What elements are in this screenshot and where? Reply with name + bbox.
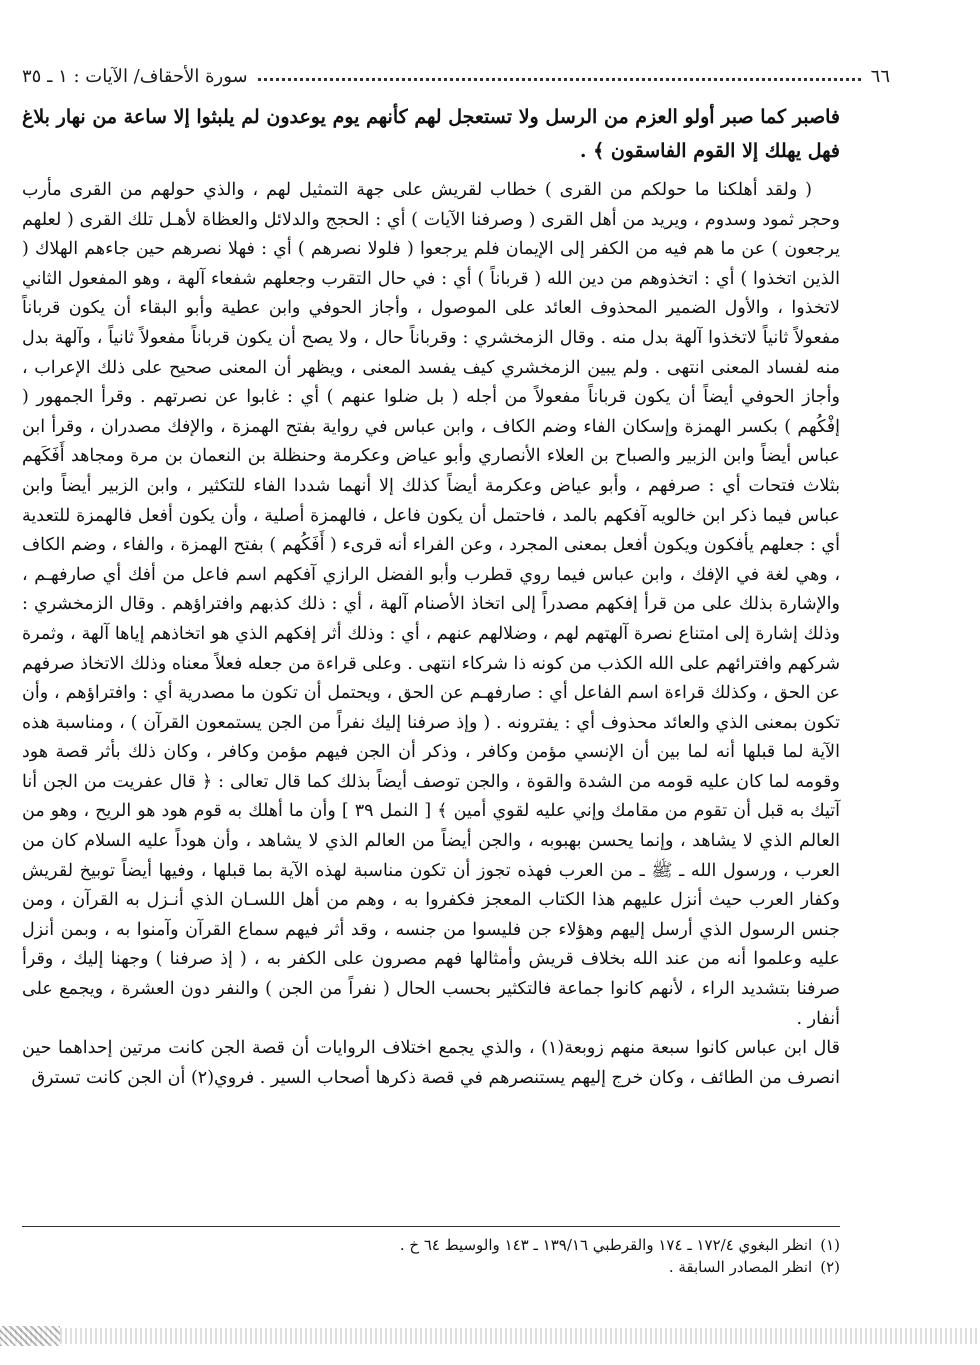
main-text — [22, 100, 840, 1093]
running-header — [22, 60, 890, 92]
quranic-verse: فاصبر كما صبر أولو العزم من الرسل ولا تستعجل لهم كأنهم يوم يوعدون لم يلبثوا إلا ساعة من نهار بلاغ فهل يهلك إلا القوم الفاسقون ﴾ . — [22, 106, 840, 162]
footnote-text: انظر المصادر السابقة . — [668, 1258, 813, 1276]
footnote-1 — [22, 1234, 840, 1256]
surah-title: سورة الأحقاف/ الآيات : ١ ـ ٣٥ — [22, 65, 248, 87]
footnote-text: انظر البغوي ١٧٢/٤ ـ ١٧٤ والقرطبي ١٣٩/١٦ ـ ١٤٣ والوسيط ٦٤ خ . — [399, 1236, 813, 1254]
footnotes — [22, 1234, 840, 1278]
decorative-page-border — [0, 1328, 980, 1344]
decorative-border-ornament — [0, 1326, 60, 1346]
header-dotted-leader — [258, 77, 861, 81]
commentary-paragraph-1: ( ولقد أهلكنا ما حولكم من القرى ) خطاب لقريش على جهة التمثيل لهم ، والذي حولهم من القرى مأرب وحجر ثمود وسدوم ، ويريد من أهل القرى ( وصرفنا الآيات ) أي : الحجج والدلائل والعظاة لأهـل تلك القرى ( لعلهم يرجعون ) عن ما هم فيه من الكفر إلى الإيمان فلم يرجعوا ( فلولا نصرهم ) أي : فهلا نصرهم حين جاءهم الهلاك ( الذين اتخذوا ) أي : اتخذوهم من دين الله ( قرباناً ) أي : في حال التقرب وجعلهم شفعاء آلهة ، وهو المفعول الثاني لاتخذوا ، والأول الضمير المحذوف العائد على الموصول ، وأجاز الحوفي وابن عطية وأبو البقاء أن يكون قرباناً مفعولاً ثانياً لاتخذوا آلهة بدل منه . وقال الزمخشري : وقرباناً حال ، ولا يصح أن يكون قرباناً مفعولاً ثانياً ، وآلهة بدل منه لفساد المعنى انتهى . ولم يبين الزمخشري كيف يفسد المعنى ، ويظهر أن المعنى صحيح على ذلك الإعراب ، وأجاز الحوفي أيضاً أن يكون قرباناً مفعولاً من أجله ( بل ضلوا عنهم ) أي : غابوا عن نصرتهم . وقرأ الجمهور ( إفْكُهم ) بكسر الهمزة وإسكان الفاء وضم الكاف ، وابن عباس في رواية بفتح الهمزة ، والإفك مصدران ، وقرأ ابن عباس أيضاً وابن الزبير والصباح بن العلاء الأنصاري وأبو عياض وعكرمة وحنظلة بن النعمان بن مرة ومجاهد أَفَكَهم بثلاث فتحات أي : صرفهم ، وأبو عياض وعكرمة أيضاً كذلك إلا أنهما شددا الفاء للتكثير ، وابن الزبير أيضاً وابن عباس فيما ذكر ابن خالويه آفكهم بالمد ، فاحتمل أن يكون فاعل ، فالهمزة أصلية ، وأن يكون أفعل فالهمزة للتعدية أي : جعلهم يأفكون ويكون أفعل بمعنى المجرد ، وعن الفراء أنه قرىء ( أَفَكُهم ) بفتح الهمزة ، والفاء ، وضم الكاف ، وهي لغة في الإفك ، وابن عباس فيما روي قطرب وأبو الفضل الرازي آفكهم اسم فاعل من أفك أي صارفهـم ، والإشارة بذلك على من قرأ إفكهم مصدراً إلى اتخاذ الأصنام آلهة ، أي : ذلك كذبهم وافتراؤهم . وقال الزمخشري : وذلك إشارة إلى امتناع نصرة آلهتهم لهم ، وضلالهم عنهم ، أي : وذلك أثر إفكهم الذي هو اتخاذهم إياها آلهة ، وثمرة شركهم وافترائهم على الله الكذب من كونه ذا شركاء انتهى . وعلى قراءة من جعله فعلاً معناه وذلك الاتخاذ صرفهم عن الحق ، وكذلك قراءة اسم الفاعل أي : صارفهـم عن الحق ، ويحتمل أن تكون ما مصدرية أي : وافتراؤهم ، وأن تكون بمعنى الذي والعائد محذوف أي : يفترونه . ( وإذ صرفنا إليك نفراً من الجن يستمعون القرآن ) ، ومناسبة هذه الآية لما قبلها أنه لما بين أن الإنسي مؤمن وكافر ، وذكر أن الجن فيهم مؤمن وكافر ، وكان ذلك بأثر قصة هود وقومه لما كان عليه قومه من الشدة والقوة ، والجن توصف أيضاً بذلك كما قال تعالى : ﴿ قال عفريت من الجن أنا آتيك به قبل أن تقوم من مقامك وإني عليه لقوي أمين ﴾ [ النمل ٣٩ ] وأن ما أهلك به قوم هود هو الريح ، وهو من العالم الذي لا يشاهد ، وإنما يحسن بهبوبه ، والجن أيضاً من العالم الذي لا يشاهد ، وأن هوداً عليه السلام كان من العرب ، ورسول الله ـ ﷺ ـ من العرب فهذه تجوز أن تكون مناسبة لهذه الآية بما قبلها ، وفيها أيضاً توبيخ لقريش وكفار العرب حيث أنزل عليهم هذا الكتاب المعجز فكفروا به ، وهم من أهل اللسـان الذي أنـزل به القرآن ، ومن جنس الرسول الذي أرسل إليهم وهؤلاء جن فليسوا من جنسه ، وقد أثر فيهم سماع القرآن وآمنوا به ، وبمن أنزل عليه وعلموا أنه من عند الله بخلاف قريش وأمثالها فهم مصرون على الكفر به ، ( إذ صرفنا ) وجهنا إليك ، وقرأ صرفنا بتشديد الراء ، لأنهم كانوا جماعة فالتكثير بحسب الحال ( نفراً من الجن ) والنفر دون العشرة ، ويجمع على أنفار . — [22, 180, 840, 1029]
page-number: ٦٦ — [870, 65, 890, 87]
footnote-number: (١) — [820, 1236, 840, 1254]
footnote-number: (٢) — [820, 1258, 840, 1276]
footnote-2 — [22, 1256, 840, 1278]
commentary-paragraph-2: قال ابن عباس كانوا سبعة منهم زوبعة(١) ، والذي يجمع اختلاف الروايات أن قصة الجن كانت مرتين إحداهما حين انصرف من الطائف ، وكان خرج إليهم يستنصرهم في قصة ذكرها أصحاب السير . فروي(٢) أن الجن كانت تسترق — [22, 1038, 840, 1088]
footnote-separator — [22, 1226, 840, 1227]
